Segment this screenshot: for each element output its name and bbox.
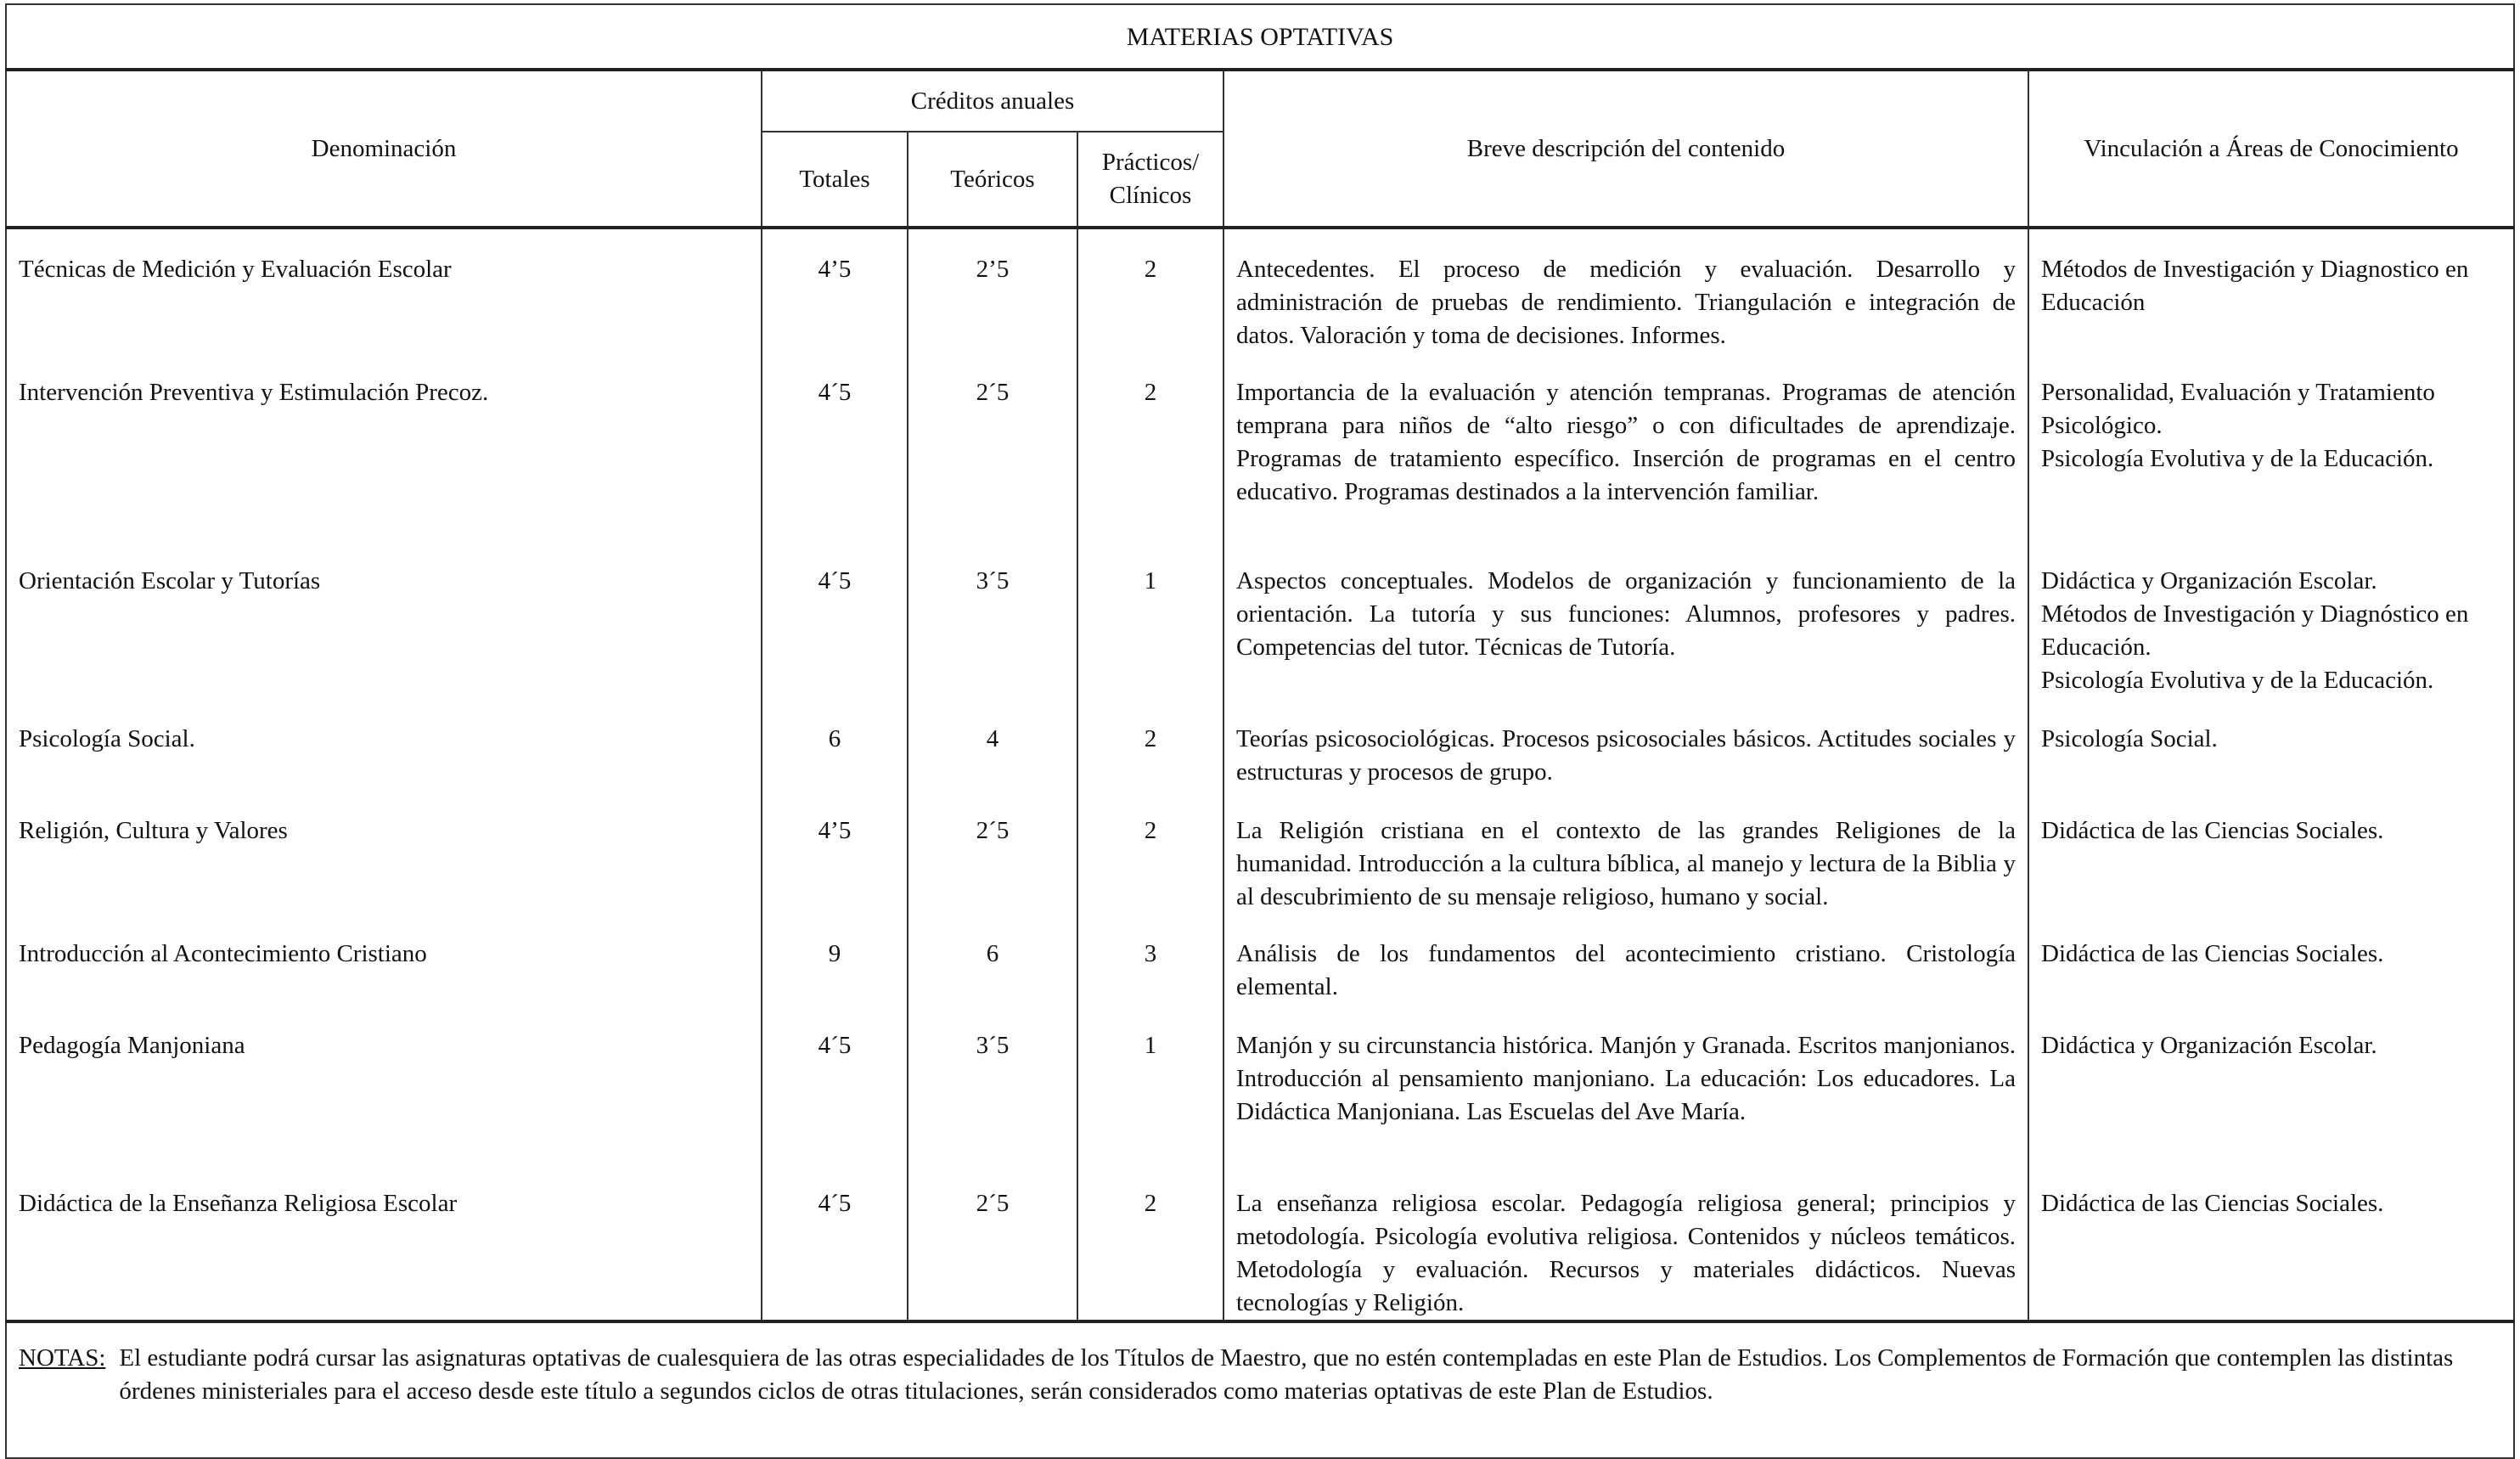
knowledge-areas xyxy=(2028,541,2514,699)
credits-totales: 4’5 xyxy=(762,791,908,914)
credits-totales: 4´5 xyxy=(762,352,908,541)
content-description: Teorías psicosociológicas. Procesos psicosociales básicos. Actitudes sociales y estructuras y procesos de grupo. xyxy=(1223,699,2028,791)
notes-text: El estudiante podrá cursar las asignaturas optativas de cualesquiera de las otras especialidades de los Títulos de Maestro, que no estén contempladas en este Plan de Estudios. Los Complementos de Formación que contemplen las distintas órdenes ministeriales para el acceso desde este título a segundos ciclos de otras titulaciones, serán considerados como materias optativas de este Plan de Estudios. xyxy=(119,1344,2454,1405)
table-row xyxy=(6,1006,2514,1163)
subject-name: Psicología Social. xyxy=(6,699,762,791)
area-item: Personalidad, Evaluación y Tratamiento Psicológico. xyxy=(2041,379,2435,439)
notes-section xyxy=(6,1321,2514,1458)
area-item: Didáctica de las Ciencias Sociales. xyxy=(2041,940,2384,967)
table-row xyxy=(6,352,2514,541)
table-row xyxy=(6,791,2514,914)
knowledge-areas xyxy=(2028,228,2514,352)
credits-totales: 4’5 xyxy=(762,228,908,352)
area-item: Métodos de Investigación y Diagnostico en Educación xyxy=(2041,256,2469,316)
credits-practicos: 1 xyxy=(1077,1006,1223,1163)
header-vinculacion: Vinculación a Áreas de Conocimiento xyxy=(2028,70,2514,228)
area-item: Psicología Social. xyxy=(2041,725,2218,752)
table-row xyxy=(6,541,2514,699)
subject-name: Técnicas de Medición y Evaluación Escolar xyxy=(6,228,762,352)
table-row xyxy=(6,914,2514,1006)
credits-practicos: 2 xyxy=(1077,791,1223,914)
area-item: Psicología Evolutiva y de la Educación. xyxy=(2041,445,2434,472)
area-item: Métodos de Investigación y Diagnóstico en Educación. xyxy=(2041,600,2469,661)
credits-practicos: 2 xyxy=(1077,699,1223,791)
credits-totales: 4´5 xyxy=(762,1006,908,1163)
area-item: Didáctica de las Ciencias Sociales. xyxy=(2041,817,2384,844)
credits-teoricos: 2´5 xyxy=(908,352,1077,541)
content-description: Antecedentes. El proceso de medición y evaluación. Desarrollo y administración de pruebas de rendimiento. Triangulación e integración de datos. Valoración y toma de decisiones. Informes. xyxy=(1223,228,2028,352)
credits-practicos: 2 xyxy=(1077,228,1223,352)
header-descripcion: Breve descripción del contenido xyxy=(1223,70,2028,228)
area-item: Didáctica y Organización Escolar. xyxy=(2041,567,2377,594)
table-title: MATERIAS OPTATIVAS xyxy=(6,4,2514,70)
subject-name: Didáctica de la Enseñanza Religiosa Escolar xyxy=(6,1163,762,1321)
subject-name: Pedagogía Manjoniana xyxy=(6,1006,762,1163)
knowledge-areas xyxy=(2028,699,2514,791)
credits-practicos: 3 xyxy=(1077,914,1223,1006)
content-description: Análisis de los fundamentos del acontecimiento cristiano. Cristología elemental. xyxy=(1223,914,2028,1006)
credits-totales: 4´5 xyxy=(762,1163,908,1321)
credits-totales: 6 xyxy=(762,699,908,791)
credits-teoricos: 2´5 xyxy=(908,1163,1077,1321)
credits-teoricos: 2’5 xyxy=(908,228,1077,352)
credits-teoricos: 3´5 xyxy=(908,541,1077,699)
header-practicos: Prácticos/ Clínicos xyxy=(1077,132,1223,228)
credits-totales: 4´5 xyxy=(762,541,908,699)
optional-subjects-table xyxy=(5,3,2515,1459)
header-creditos-anuales: Créditos anuales xyxy=(762,70,1223,132)
content-description: La Religión cristiana en el contexto de las grandes Religiones de la humanidad. Introducción a la cultura bíblica, al manejo y lectura de la Biblia y al descubrimiento de su mensaje religioso, humano y social. xyxy=(1223,791,2028,914)
credits-teoricos: 3´5 xyxy=(908,1006,1077,1163)
table-row xyxy=(6,228,2514,352)
credits-teoricos: 6 xyxy=(908,914,1077,1006)
knowledge-areas xyxy=(2028,914,2514,1006)
credits-practicos: 1 xyxy=(1077,541,1223,699)
content-description: Manjón y su circunstancia histórica. Manjón y Granada. Escritos manjonianos. Introducción al pensamiento manjoniano. La educación: Los educadores. La Didáctica Manjoniana. Las Escuelas del Ave María. xyxy=(1223,1006,2028,1163)
subject-name: Intervención Preventiva y Estimulación Precoz. xyxy=(6,352,762,541)
knowledge-areas xyxy=(2028,791,2514,914)
credits-practicos: 2 xyxy=(1077,1163,1223,1321)
credits-teoricos: 2´5 xyxy=(908,791,1077,914)
area-item: Didáctica y Organización Escolar. xyxy=(2041,1032,2377,1059)
content-description: Aspectos conceptuales. Modelos de organización y funcionamiento de la orientación. La tutoría y sus funciones: Alumnos, profesores y padres. Competencias del tutor. Técnicas de Tutoría. xyxy=(1223,541,2028,699)
area-item: Didáctica de las Ciencias Sociales. xyxy=(2041,1190,2384,1217)
credits-practicos: 2 xyxy=(1077,352,1223,541)
knowledge-areas xyxy=(2028,1006,2514,1163)
knowledge-areas xyxy=(2028,1163,2514,1321)
notes-label: NOTAS: xyxy=(19,1344,106,1372)
header-teoricos: Teóricos xyxy=(908,132,1077,228)
table-body xyxy=(6,228,2514,1458)
content-description: Importancia de la evaluación y atención tempranas. Programas de atención temprana para niños de “alto riesgo” o con dificultades de aprendizaje. Programas de tratamiento específico. Inserción de programas en el centro educativo. Programas destinados a la intervención familiar. xyxy=(1223,352,2028,541)
subject-name: Religión, Cultura y Valores xyxy=(6,791,762,914)
credits-teoricos: 4 xyxy=(908,699,1077,791)
header-denominacion: Denominación xyxy=(6,70,762,228)
table-row xyxy=(6,699,2514,791)
knowledge-areas xyxy=(2028,352,2514,541)
subject-name: Introducción al Acontecimiento Cristiano xyxy=(6,914,762,1006)
header-totales: Totales xyxy=(762,132,908,228)
table-row xyxy=(6,1163,2514,1321)
area-item: Psicología Evolutiva y de la Educación. xyxy=(2041,667,2434,694)
content-description: La enseñanza religiosa escolar. Pedagogía religiosa general; principios y metodología. Psicología evolutiva religiosa. Contenidos y núcleos temáticos. Metodología y evaluación. Recursos y materiales didácticos. Nuevas tecnologías y Religión. xyxy=(1223,1163,2028,1321)
subject-name: Orientación Escolar y Tutorías xyxy=(6,541,762,699)
credits-totales: 9 xyxy=(762,914,908,1006)
